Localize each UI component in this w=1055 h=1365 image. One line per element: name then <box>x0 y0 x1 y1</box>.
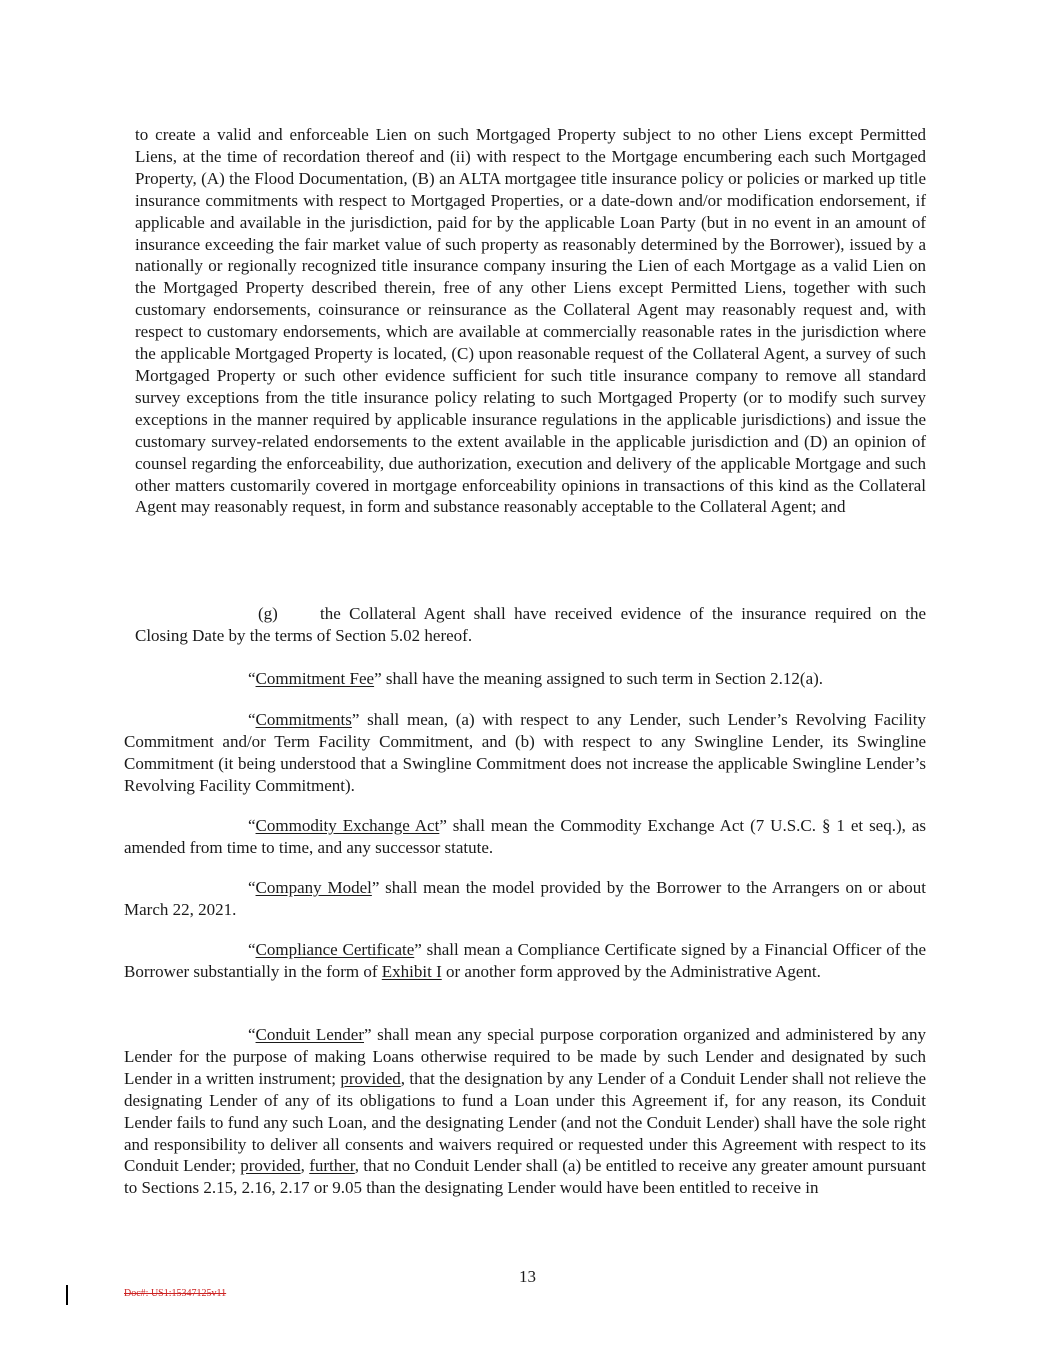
further-term: further <box>309 1156 355 1176</box>
clause-g <box>135 603 926 647</box>
document-id-footer: Doc#: US1:15347125v11 <box>124 1288 227 1299</box>
definition-commodity-exchange-act: “Commodity Exchange Act” shall mean the Commodity Exchange Act (7 U.S.C. § 1 et seq.), as amended from time to time, and any successor statute. <box>124 816 927 857</box>
provided-term: provided <box>240 1156 301 1176</box>
defined-term: Compliance Certificate <box>255 940 415 959</box>
exhibit-reference: Exhibit I <box>381 961 442 981</box>
defined-term: Company Model <box>255 878 372 897</box>
clause-g-label: (g) <box>258 604 278 623</box>
definition-company-model: “Company Model” shall mean the model provided by the Borrower to the Arrangers on or about March 22, 2021. <box>124 878 926 919</box>
clause-g-text: the Collateral Agent shall have received evidence of the insurance required on the Closing Date by the terms of Section 5.02 hereof. <box>135 604 926 645</box>
revision-change-bar <box>66 1285 68 1305</box>
defined-term: Conduit Lender <box>255 1025 365 1044</box>
defined-term: Commodity Exchange Act <box>255 816 440 835</box>
provided-term: provided <box>340 1068 401 1088</box>
definition-commitment-fee: “Commitment Fee” shall have the meaning assigned to such term in Section 2.12(a). <box>248 669 824 688</box>
defined-term: Commitments <box>255 710 352 729</box>
clause-f-continuation: to create a valid and enforceable Lien on such Mortgaged Property subject to no other Liens except Permitted Liens, at the time of recordation thereof and (ii) with respect to the Mortgage encumbering each such Mortgaged Property, (A) the Flood Documentation, (B) an ALTA mortgagee title insurance policy or policies or marked up title insurance commitments with respect to Mortgaged Properties, or a date-down and/or modification endorsement, if applicable and available in the jurisdiction, paid for by the applicable Loan Party (but in no event in an amount of insurance exceeding the fair market value of such property as reasonably determined by the Borrower), issued by a nationally or regionally recognized title insurance company insuring the Lien of each Mortgage as a valid Lien on the Mortgaged Property described therein, free of any other Liens except Permitted Liens, together with such customary endorsements, coinsurance or reinsurance as the Collateral Agent may reasonably request and, with respect to customary endorsements, which are available at commercially reasonable rates in the jurisdiction where the applicable Mortgaged Property is located, (C) upon reasonable request of the Collateral Agent, a survey of such Mortgaged Property or such other evidence sufficient for such title insurance company to remove all standard survey exceptions from the title insurance policy relating to such Mortgaged Property (or to modify such survey exceptions in the manner required by applicable insurance regulations in the applicable jurisdictions) and issue the customary survey-related endorsements to the extent available in the applicable jurisdiction and (D) an opinion of counsel regarding the enforceability, due authorization, execution and delivery of the applicable Mortgage and such other matters customarily covered in mortgage enforceability opinions in transactions of this kind as the Collateral Agent may reasonably request, in form and substance reasonably acceptable to the Collateral Agent; and <box>135 125 926 517</box>
definition-commitments: “Commitments” shall mean, (a) with respect to any Lender, such Lender’s Revolving Facility Commitment and/or Term Facility Commitment, and (b) with respect to any Swingline Lender, its Swingline Commitment (it being understood that a Swingline Commitment does not increase the applicable Swingline Lender’s Revolving Facility Commitment). <box>124 710 926 795</box>
definition-conduit-lender: “Conduit Lender” shall mean any special purpose corporation organized and administered by any Lender for the purpose of making Loans otherwise required to be made by such Lender and designated by such Lender in a written instrument; provided, that the designation by any Lender of a Conduit Lender shall not relieve the designating Lender of any of its obligations to fund a Loan under this Agreement if, for any reason, its Conduit Lender fails to fund any such Loan, and the designating Lender (and not the Conduit Lender) shall have the sole right and responsibility to deliver all consents and waivers required or requested under this Agreement with respect to its Conduit Lender; provided, further, that no Conduit Lender shall (a) be entitled to receive any greater amount pursuant to Sections 2.15, 2.16, 2.17 or 9.05 than the designating Lender would have been entitled to receive in <box>124 1025 926 1198</box>
page-number: 13 <box>519 1267 536 1286</box>
definition-compliance-certificate: “Compliance Certificate” shall mean a Compliance Certificate signed by a Financial Officer of the Borrower substantially in the form of Exhibit I or another form approved by the Administrative Agent. <box>124 940 926 981</box>
defined-term: Commitment Fee <box>255 669 375 688</box>
